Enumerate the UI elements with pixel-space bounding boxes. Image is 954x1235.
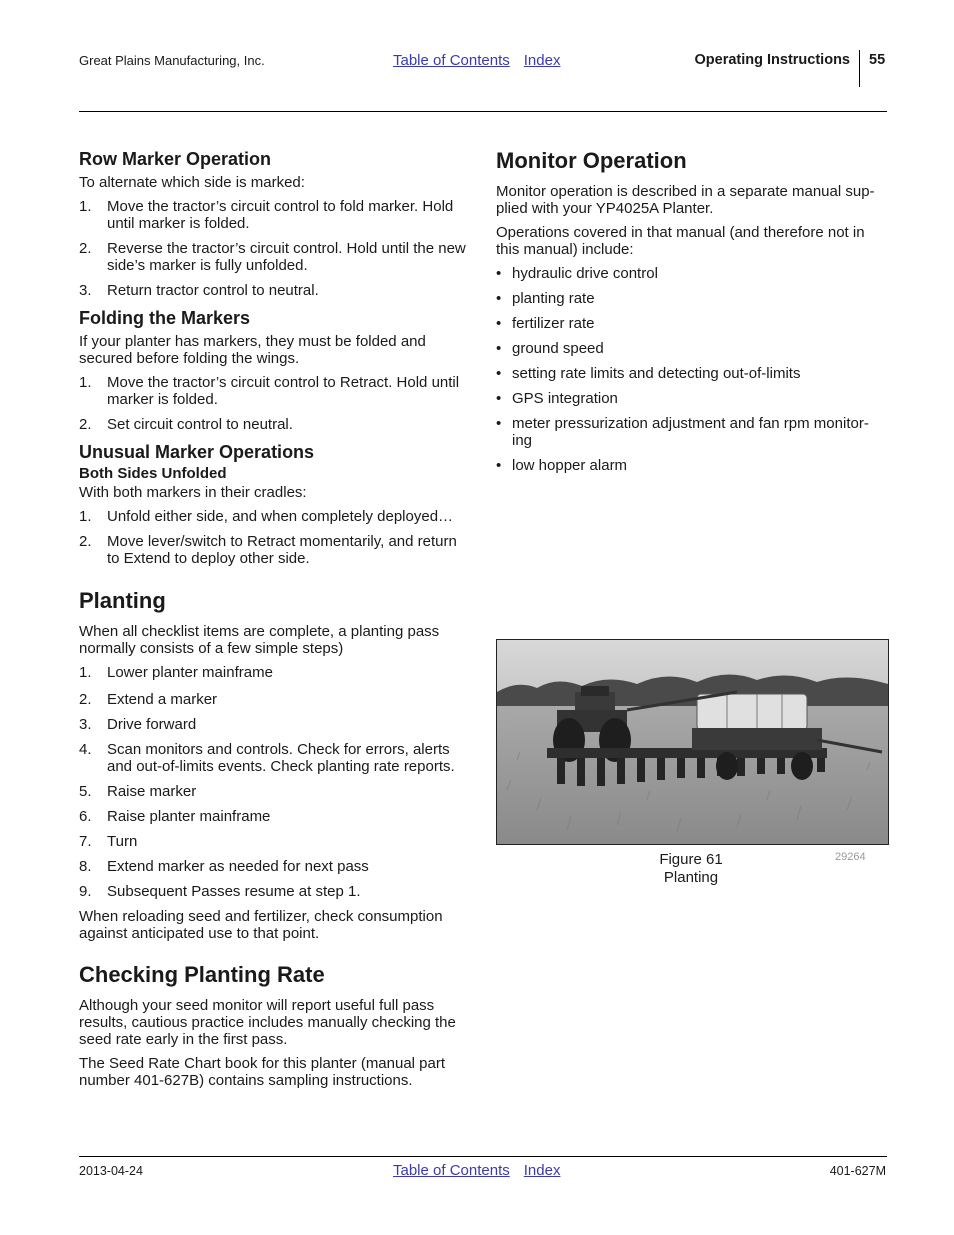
list-item: 9. Subsequent Passes resume at step 1.: [79, 883, 361, 900]
list-item: • planting rate: [496, 290, 595, 307]
footer-links: [393, 1162, 560, 1179]
list-item: • fertilizer rate: [496, 315, 595, 332]
planting-steps: [79, 664, 471, 900]
header-index-link[interactable]: Index: [523, 52, 561, 69]
list-item: • ground speed: [496, 340, 604, 357]
list-item: 6. Raise planter mainframe: [79, 808, 271, 825]
footer-toc-link[interactable]: Table of Contents: [393, 1162, 510, 1179]
footer-part-number: 401-627M: [829, 1164, 886, 1178]
checking-paragraph-1: Although your seed monitor will report useful full pass results, cautious practice includes manually checking the seed rate early in the first pass.: [79, 997, 456, 1048]
header-links: [393, 52, 560, 69]
planting-outro: When reloading seed and fertilizer, check consumption against anticipated use to that point.: [79, 908, 443, 942]
header-toc-link[interactable]: Table of Contents: [393, 52, 510, 69]
list-item: 7. Turn: [79, 833, 138, 850]
checking-paragraph-2: The Seed Rate Chart book for this planter (manual part number 401-627B) contains sampling instructions.: [79, 1055, 446, 1089]
list-item: • meter pressurization adjustment and fan rpm monitor-ing: [496, 415, 869, 449]
list-item: 3. Return tractor control to neutral.: [79, 282, 319, 299]
figure-number: Figure 61: [659, 851, 723, 868]
header-rule: [79, 111, 887, 112]
figure-title: Planting: [663, 869, 719, 886]
footer-date: 2013-04-24: [79, 1164, 143, 1178]
figure-caption: [611, 851, 771, 887]
right-column: [496, 147, 888, 482]
planting-intro: When all checklist items are complete, a planting pass normally consists of a few simple steps): [79, 623, 440, 657]
checking-heading: Checking Planting Rate: [79, 962, 325, 987]
unusual-subheading: Both Sides Unfolded: [79, 465, 227, 482]
header-company: Great Plains Manufacturing, Inc.: [79, 53, 265, 68]
list-item: • setting rate limits and detecting out-of-limits: [496, 365, 801, 382]
monitor-paragraph-2: Operations covered in that manual (and therefore not in this manual) include:: [496, 224, 865, 258]
list-item: 2. Move lever/switch to Retract momentarily, and return to Extend to deploy other side.: [79, 533, 457, 567]
monitor-heading: Monitor Operation: [496, 148, 687, 173]
monitor-bullets: [496, 265, 888, 474]
figure-id: 29264: [835, 851, 866, 863]
list-item: 1. Lower planter mainframe: [79, 664, 273, 681]
list-item: 4. Scan monitors and controls. Check for errors, alerts and out-of-limits events. Check planting rate reports.: [79, 741, 455, 775]
planting-photo: [496, 639, 889, 845]
unusual-heading: Unusual Marker Operations: [79, 442, 315, 462]
folding-intro: If your planter has markers, they must be folded and secured before folding the wings.: [79, 333, 426, 367]
list-item: • hydraulic drive control: [496, 265, 658, 282]
row-marker-heading: Row Marker Operation: [79, 149, 272, 169]
header-section-title: Operating Instructions: [694, 52, 850, 68]
row-marker-steps: [79, 198, 471, 299]
monitor-paragraph-1: Monitor operation is described in a separate manual sup-plied with your YP4025A Planter.: [496, 183, 875, 217]
left-column: [79, 148, 471, 1096]
list-item: • low hopper alarm: [496, 457, 628, 474]
footer-rule: [79, 1156, 887, 1157]
row-marker-intro: To alternate which side is marked:: [79, 174, 305, 191]
list-item: 2. Set circuit control to neutral.: [79, 416, 293, 433]
list-item: 1. Move the tractor’s circuit control to Retract. Hold until marker is folded.: [79, 374, 460, 408]
header-divider: [859, 50, 860, 87]
unusual-steps: [79, 508, 471, 567]
page-number: 55: [869, 52, 886, 68]
list-item: 2. Reverse the tractor’s circuit control. Hold until the new side’s marker is fully unfolded.: [79, 240, 466, 274]
footer-index-link[interactable]: Index: [523, 1162, 561, 1179]
list-item: 8. Extend marker as needed for next pass: [79, 858, 369, 875]
list-item: 2. Extend a marker: [79, 691, 218, 708]
list-item: • GPS integration: [496, 390, 618, 407]
list-item: 1. Unfold either side, and when completely deployed…: [79, 508, 454, 525]
folding-heading: Folding the Markers: [79, 308, 251, 328]
list-item: 5. Raise marker: [79, 783, 197, 800]
list-item: 1. Move the tractor’s circuit control to fold marker. Hold until marker is folded.: [79, 198, 454, 232]
unusual-intro: With both markers in their cradles:: [79, 484, 307, 501]
folding-steps: [79, 374, 471, 433]
planting-photo-image: [497, 640, 888, 844]
list-item: 3. Drive forward: [79, 716, 197, 733]
planting-heading: Planting: [79, 588, 166, 613]
